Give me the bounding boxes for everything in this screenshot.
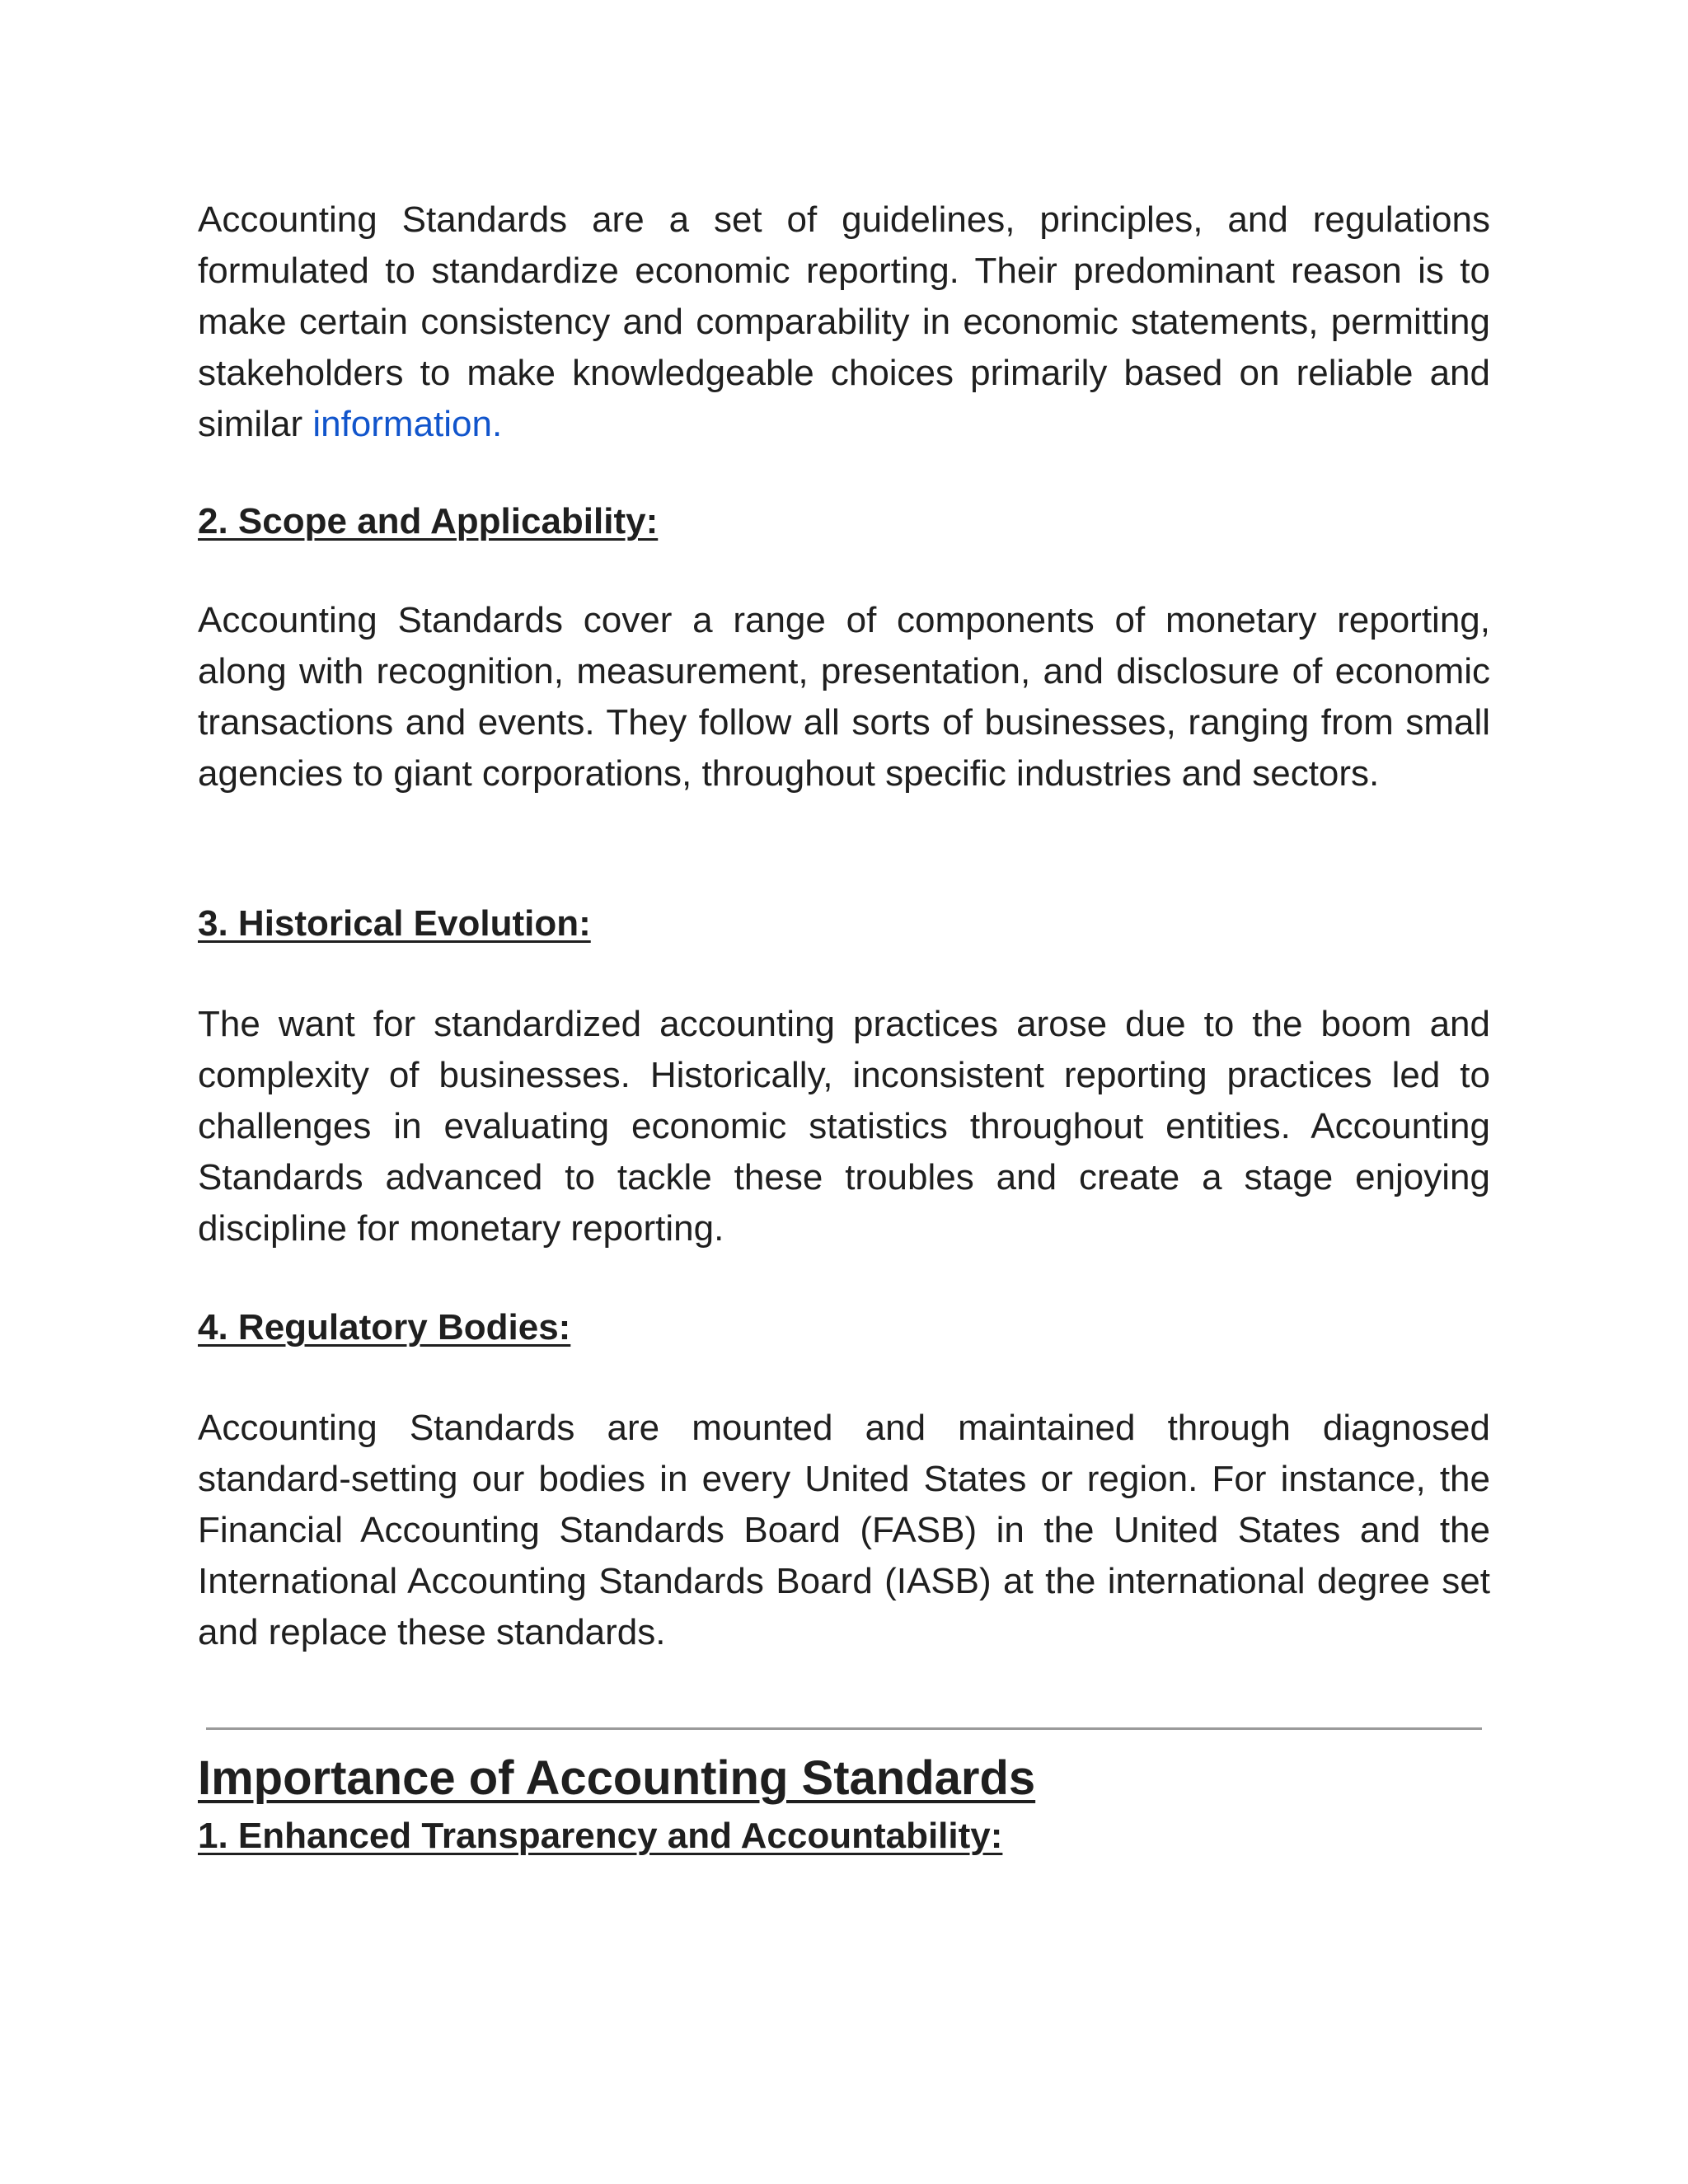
intro-paragraph: [198, 194, 1490, 450]
scope-heading: 2. Scope and Applicability:: [198, 501, 659, 541]
horizontal-divider: [206, 1727, 1482, 1730]
regulatory-heading: 4. Regulatory Bodies:: [198, 1307, 571, 1347]
historical-heading: 3. Historical Evolution:: [198, 903, 591, 944]
historical-paragraph: The want for standardized accounting practices arose due to the boom and complexity of businesses. Historically, inconsistent reporting practices led to challenges in evaluating economic statistics throughout entities. Accounting Standards advanced to tackle these troubles and create a stage enjoying discipline for monetary reporting.: [198, 1004, 1490, 1249]
regulatory-paragraph: Accounting Standards are mounted and maintained through diagnosed standard-setting our bodies in every United States or region. For instance, the Financial Accounting Standards Board (FASB) in the United States and the International Accounting Standards Board (IASB) at the international degree set and replace these standards.: [198, 1408, 1490, 1652]
intro-text: Accounting Standards are a set of guidelines, principles, and regulations formulated to standardize economic reporting. Their predominant reason is to make certain consistency and comparability in economic statements, permitting stakeholders to make knowledgeable choices primarily based on reliable and similar: [198, 199, 1490, 444]
transparency-heading: 1. Enhanced Transparency and Accountability:: [198, 1816, 1003, 1856]
scope-paragraph: Accounting Standards cover a range of components of monetary reporting, along with recognition, measurement, presentation, and disclosure of economic transactions and events. They follow all sorts of businesses, ranging from small agencies to giant corporations, throughout specific industries and sectors.: [198, 600, 1490, 794]
importance-title: Importance of Accounting Standards: [198, 1751, 1036, 1805]
information-link[interactable]: information.: [312, 404, 503, 444]
